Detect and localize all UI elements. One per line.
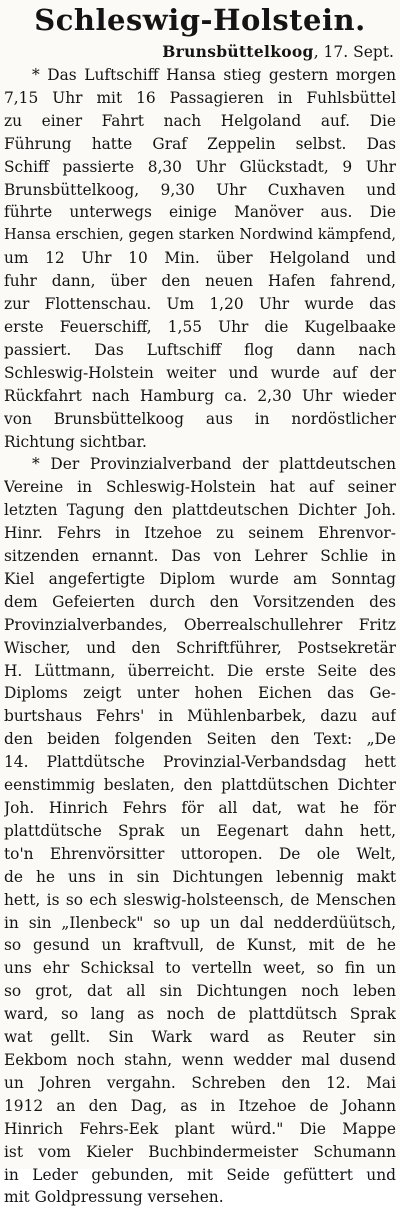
text-line: Vereine in Schleswig-Holstein hat auf seiner <box>4 478 396 497</box>
text-line: un Johren vergahn. Schreben den 12. Mai <box>4 1073 396 1092</box>
dateline-place: Brunsbüttelkoog <box>162 42 314 61</box>
text-line: H. Lüttmann, überreicht. Die erste Seite des <box>4 661 396 680</box>
text-line: 1912 an den Dag, as in Itzehoe de Johann <box>4 1096 396 1115</box>
text-line: 7,15 Uhr mit 16 Passagieren in Fuhlsbüttel <box>4 88 396 107</box>
text-line: mit Goldpressung versehen. <box>4 1188 224 1207</box>
text-line: so grot, dat all sin Dichtungen noch leben <box>4 982 396 1001</box>
text-line: führte unterwegs einige Manöver aus. Die <box>4 203 396 222</box>
text-line: Hansa erschien, gegen starken Nordwind kämpfend, <box>4 226 396 244</box>
text-line: in sin „Ilenbeck" so up un dal nedderdüütsch, <box>4 913 396 932</box>
text-line: Joh. Hinrich Fehrs för all dat, wat he för <box>4 799 396 817</box>
text-line: Kiel angefertigte Diplom wurde am Sonntag <box>4 569 396 588</box>
text-line: zur Flottenschau. Um 1,20 Uhr wurde das <box>4 295 396 314</box>
text-line: Brunsbüttelkoog, 9,30 Uhr Cuxhaven und <box>4 180 396 199</box>
text-line: um 12 Uhr 10 Min. über Helgoland und <box>4 249 396 268</box>
text-line: eenstimmig beslaten, den plattdütschen Dichter <box>4 776 396 795</box>
text-line: wat gellt. Sin Wark ward as Reuter sin <box>4 1028 396 1047</box>
article-body <box>4 64 396 1209</box>
text-line: Hinr. Fehrs in Itzehoe zu seinem Ehrenvor- <box>4 524 396 543</box>
text-line: * Das Luftschiff Hansa stieg gestern morgen <box>32 66 396 84</box>
text-line: to'n Ehrenvörsitter uttoropen. De ole Welt, <box>4 844 396 863</box>
dateline-date: , 17. Sept. <box>313 43 394 61</box>
text-line: Schleswig-Holstein weiter und wurde auf der <box>4 363 396 382</box>
text-line: von Brunsbüttelkoog aus in nordöstlicher <box>4 409 396 428</box>
text-line: uns ehr Schicksal to vertelln weet, so fin un <box>4 959 396 978</box>
text-line: ist vom Kieler Buchbindermeister Schumann <box>4 1142 396 1161</box>
text-line: in Leder gebunden, mit Seide gefüttert und <box>4 1165 396 1184</box>
text-line: Führung hatte Graf Zeppelin selbst. Das <box>4 134 396 153</box>
text-line: letzten Tagung den plattdeutschen Dichter Joh. <box>4 501 396 520</box>
dateline <box>162 42 394 62</box>
text-line: Schiff passierte 8,30 Uhr Glückstadt, 9 Uhr <box>4 157 396 176</box>
text-line: Provinzialverbandes, Oberrealschullehrer Fritz <box>4 615 396 634</box>
text-line: plattdütsche Sprak un Eegenart dahn hett, <box>4 821 396 840</box>
text-line: 14. Plattdütsche Provinzial-Verbandsdag hett <box>4 753 396 772</box>
news-item-2 <box>4 453 396 1209</box>
text-line: Rückfahrt nach Hamburg ca. 2,30 Uhr wieder <box>4 386 396 405</box>
text-line: ward, so lang as noch de plattdütsch Sprak <box>4 1005 396 1024</box>
text-line: dem Gefeierten durch den Vorsitzenden des <box>4 592 396 611</box>
news-item-1 <box>4 64 396 453</box>
text-line: burtshaus Fehrs' in Mühlenbarbek, dazu auf <box>4 707 396 726</box>
text-line: de he uns in sin Dichtungen lebennig makt <box>4 867 396 886</box>
text-line: sitzenden ernannt. Das von Lehrer Schlie in <box>4 547 396 566</box>
text-line: Wischer, und den Schriftführer, Postsekretär <box>4 638 396 657</box>
text-line: zu einer Fahrt nach Helgoland auf. Die <box>4 111 396 130</box>
text-line: Richtung sichtbar. <box>4 432 147 451</box>
text-line: Hinrich Fehrs-Eek plant würd." Die Mappe <box>4 1119 396 1138</box>
text-line: passiert. Das Luftschiff flog dann nach <box>4 340 396 359</box>
text-line: so gesund un kraftvull, de Kunst, mit de he <box>4 936 396 955</box>
text-line: * Der Provinzialverband der plattdeutschen <box>32 455 396 474</box>
text-line: fuhr dann, über den neuen Hafen fahrend, <box>4 272 396 291</box>
text-line: hett, is so ech sleswig-holsteensch, de Menschen <box>4 890 396 909</box>
section-headline: Schleswig-Holstein. <box>34 3 366 37</box>
text-line: den beiden folgenden Seiten den Text: „De <box>4 730 396 749</box>
text-line: erste Feuerschiff, 1,55 Uhr die Kugelbaake <box>4 317 396 336</box>
text-line: Diploms zeigt unter hohen Eichen das Ge- <box>4 684 396 703</box>
text-line: Eekbom noch stahn, wenn wedder mal dusend <box>4 1050 396 1069</box>
